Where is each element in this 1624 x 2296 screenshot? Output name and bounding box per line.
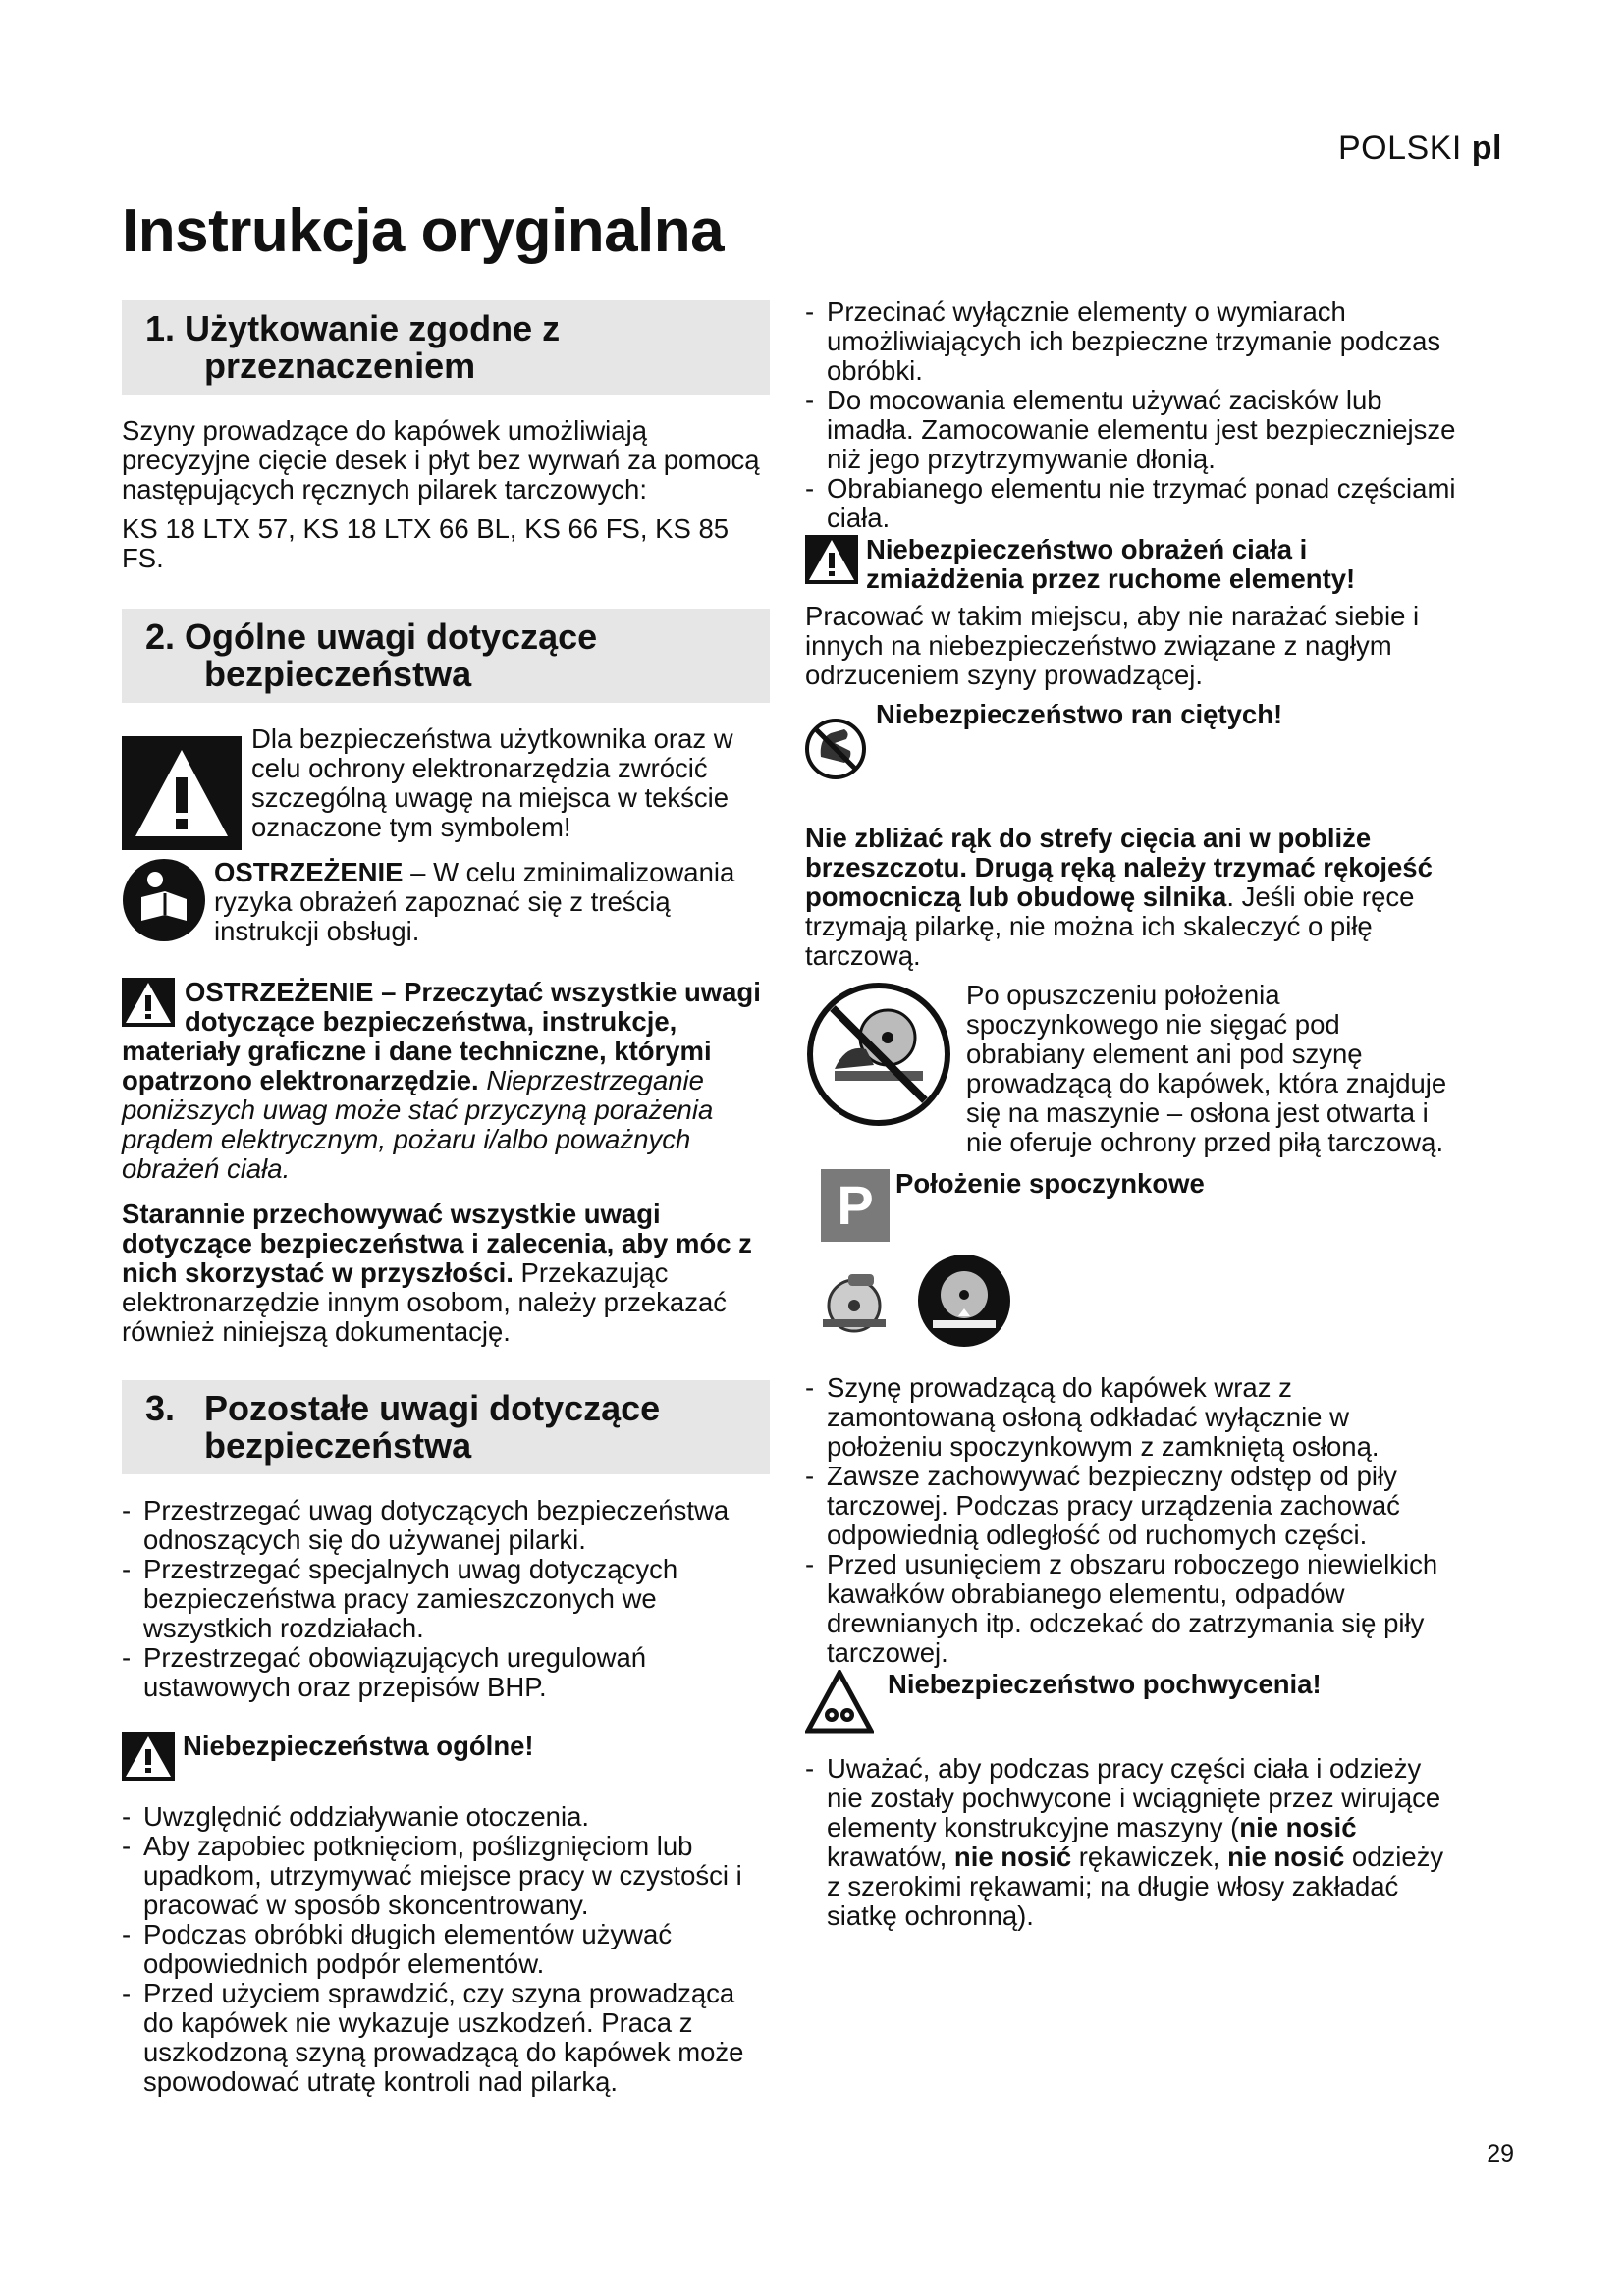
entanglement-list (805, 1754, 1463, 1931)
entangle-bold-3: nie nosić (1227, 1842, 1345, 1872)
cut-hazard-text (805, 824, 1463, 971)
list-item: - Przestrzegać specjalnych uwag dotyczących bezpieczeństwa pracy zamieszczonych we wszystkich rozdziałach. (122, 1554, 678, 1643)
read-manual-text (214, 858, 770, 948)
cut-hazard-label: Niebezpieczeństwo ran ciętych! (876, 699, 1283, 729)
list-item-text: Szynę prowadzącą do kapówek wraz z zamontowaną osłoną odkładać wyłącznie w położeniu spoczynkowym z zamkniętą osłoną. (827, 1372, 1380, 1462)
entanglement-hazard-label: Niebezpieczeństwo pochwycenia! (888, 1669, 1322, 1699)
handling-list (805, 297, 1463, 533)
entanglement-warning-icon (805, 1670, 874, 1740)
crush-hazard (805, 535, 1463, 594)
small-warning-icon (805, 535, 858, 590)
general-hazard (122, 1732, 770, 1787)
rest-position-text: Po opuszczeniu położenia spoczynkowego nie sięgać pod obrabiany element ani pod szynę prowadzącą do kapówek, która znajduje się na maszynie – osłona jest otwarta i nie oferuje ochrony przed piłą tarczową. (966, 980, 1447, 1157)
list-item-text: Obrabianego elementu nie trzymać ponad częściami ciała. (827, 473, 1456, 533)
parking-icon (821, 1169, 890, 1242)
keep-instructions-text: Przekazując elektronarzędzie innym osobom, należy przekazać również niniejszą dokumentację. (122, 1257, 727, 1347)
list-item: - Przed użyciem sprawdzić, czy szyna prowadząca do kapówek nie wykazuje uszkodzeń. Praca z uszkodzoną szyną prowadzącą do kapówek może spowodować utratę kontroli nad pilarką. (122, 1978, 744, 2097)
list-item: - Do mocowania elementu używać zacisków lub imadła. Zamocowanie elementu jest bezpieczniejsze niż jego przytrzymywanie dłonią. (805, 385, 1456, 474)
warning-2-italic: Nieprzestrzeganie poniższych uwag może stać przyczyną porażenia prądem elektrycznym, pożaru i/albo poważnych obrażeń ciała. (122, 1065, 714, 1184)
cut-hazard-rest: . Jeśli obie ręce trzymają pilarkę, nie można ich skaleczyć o piłę tarczową. (805, 881, 1415, 971)
entangle-part-a: Uważać, aby podczas pracy części ciała i odzieży nie zostały pochwycone i wciągnięte przez wirujące elementy konstrukcyjne maszyny ( (827, 1753, 1441, 1842)
keep-instructions-bold: Starannie przechowywać wszystkie uwagi dotyczące bezpieczeństwa i zalecenia, aby móc z nich skorzystać w przyszłości. (122, 1199, 752, 1288)
read-manual-icon (122, 858, 206, 948)
entangle-part-e: odzieży z szerokimi rękawami; na długie włosy zakładać siatkę ochronną). (827, 1842, 1444, 1931)
language-label (1338, 130, 1502, 168)
read-all-warning (122, 978, 770, 1184)
page-number: 29 (1487, 2140, 1514, 2167)
rest-position-illustrations (815, 1252, 1463, 1356)
list-item-text: Przestrzegać obowiązujących uregulowań ustawowych oraz przepisów BHP. (143, 1642, 647, 1702)
section-1-title-a: Użytkowanie zgodne z (185, 308, 561, 348)
warning-2-bold: OSTRZEŻENIE – Przeczytać wszystkie uwagi dotyczące bezpieczeństwa, instrukcje, materiały graficzne i dane techniczne, którymi opatrzono elektronarzędzie. (122, 977, 761, 1095)
entangle-part-d: rękawiczek, (1071, 1842, 1228, 1872)
parking-letter: P (821, 1169, 890, 1242)
list-item-text: Przed użyciem sprawdzić, czy szyna prowadząca do kapówek nie wykazuje uszkodzeń. Praca z uszkodzoną szyną prowadzącą do kapówek może spowodować utratę kontroli nad pilarką. (143, 1978, 744, 2097)
list-item-text: Przed usunięciem z obszaru roboczego niewielkich kawałków obrabianego elementu, odpadów drewnianych itp. odczekać do zatrzymania się piły tarczowej. (827, 1549, 1438, 1668)
section-2-number: 2. (145, 616, 176, 657)
list-item: - Przestrzegać uwag dotyczących bezpieczeństwa odnoszących się do używanej pilarki. (122, 1495, 730, 1555)
section-2-heading (122, 609, 770, 703)
warning-triangle-icon (122, 736, 242, 850)
list-item-text: Zawsze zachowywać bezpieczny odstęp od piły tarczowej. Podczas pracy urządzenia zachować odpowiednią odległość od ruchomych części. (827, 1461, 1400, 1550)
symbol-note-text: Dla bezpieczeństwa użytkownika oraz w celu ochrony elektronarzędzia zwrócić szczególną uwagę na miejsca w tekście oznaczone tym symbolem! (251, 723, 733, 842)
cut-hazard-bold: Nie zbliżać rąk do strefy cięcia ani w pobliże brzeszczotu. Drugą ręką należy trzymać rękojeść pomocniczą lub obudowę silnika (805, 823, 1433, 912)
section-3-title-b: bezpieczeństwa (204, 1425, 472, 1466)
entangle-part-c: krawatów, (827, 1842, 954, 1872)
list-item: - Obrabianego elementu nie trzymać ponad częściami ciała. (805, 473, 1456, 533)
section-3-heading (122, 1380, 770, 1474)
entangle-bold-1: nie nosić (1239, 1812, 1357, 1842)
warning-1-label: OSTRZEŻENIE (214, 857, 404, 887)
section-1-title-b: przeznaczeniem (204, 346, 476, 386)
section-2-title-b: bezpieczeństwa (204, 654, 472, 694)
rest-position (805, 1169, 1463, 1242)
small-warning-icon (122, 978, 175, 1033)
read-manual-warning (122, 858, 770, 948)
crush-hazard-text: Pracować w takim miejscu, aby nie narażać siebie i innych na niebezpieczeństwo związane z nagłym odrzuceniem szyny prowadzącej. (805, 601, 1420, 690)
general-hazard-list (122, 1802, 770, 2097)
language-name: POLSKI (1337, 130, 1462, 167)
right-column (805, 297, 1463, 1931)
list-item-text: Przecinać wyłącznie elementy o wymiarach umożliwiających ich bezpieczne trzymanie podczas obróbki. (827, 296, 1441, 386)
list-item-text: Do mocowania elementu używać zacisków lub imadła. Zamocowanie elementu jest bezpieczniejsze niż jego przytrzymywanie dłonią. (827, 385, 1456, 474)
section-1-heading (122, 300, 770, 395)
no-hands-icon (805, 700, 866, 804)
cut-hazard (805, 700, 1463, 804)
list-item-text: Przestrzegać specjalnych uwag dotyczących bezpieczeństwa pracy zamieszczonych we wszystkich rozdziałach. (143, 1554, 678, 1643)
list-item-text: Przestrzegać uwag dotyczących bezpieczeństwa odnoszących się do używanej pilarki. (143, 1495, 730, 1555)
crush-hazard-label: Niebezpieczeństwo obrażeń ciała i zmiażdżenia przez ruchome elementy! (866, 534, 1356, 594)
language-code: pl (1471, 130, 1502, 167)
list-item: - Przed usunięciem z obszaru roboczego niewielkich kawałków obrabianego elementu, odpadów drewnianych itp. odczekać do zatrzymania się piły tarczowej. (805, 1549, 1438, 1668)
section-1-paragraph-1: Szyny prowadzące do kapówek umożliwiają precyzyjne cięcie desek i płyt bez wyrwań za pomocą następujących ręcznych pilarek tarczowych: (122, 415, 760, 505)
list-item: - Szynę prowadzącą do kapówek wraz z zamontowaną osłoną odkładać wyłącznie w położeniu spoczynkowym z zamkniętą osłoną. (805, 1372, 1380, 1462)
keep-instructions (122, 1200, 770, 1347)
entanglement-text (827, 1753, 1443, 1931)
circular-saw-icon (815, 1266, 893, 1341)
rest-position-list (805, 1373, 1463, 1668)
left-column (122, 300, 770, 2097)
section-1-paragraph-2: KS 18 LTX 57, KS 18 LTX 66 BL, KS 66 FS, KS 85 FS. (122, 513, 730, 573)
list-item: - Zawsze zachowywać bezpieczny odstęp od piły tarczowej. Podczas pracy urządzenia zachować odpowiednią odległość od ruchomych części. (805, 1461, 1400, 1550)
guard-closed-icon (915, 1252, 1013, 1356)
page-title: Instrukcja oryginalna (122, 197, 725, 265)
list-item-text: Uwzględnić oddziaływanie otoczenia. (143, 1801, 590, 1832)
entangle-bold-2: nie nosić (953, 1842, 1072, 1872)
no-reach-under-icon (805, 981, 952, 1134)
section-3-number: 3. (145, 1388, 176, 1428)
rest-position-label: Położenie spoczynkowe (895, 1168, 1205, 1199)
rest-position-warning (805, 981, 1463, 1157)
list-item: - Uwzględnić oddziaływanie otoczenia. (122, 1801, 590, 1832)
section-2-title-a: Ogólne uwagi dotyczące (185, 616, 598, 657)
section-3-list (122, 1496, 770, 1702)
list-item-text: Aby zapobiec potknięciom, poślizgnięciom lub upadkom, utrzymywać miejsce pracy w czystości i pracować w sposób skoncentrowany. (143, 1831, 742, 1920)
list-item: - Podczas obróbki długich elementów używać odpowiednich podpór elementów. (122, 1919, 673, 1979)
small-warning-icon (122, 1732, 175, 1787)
symbol-note (122, 724, 770, 850)
list-item: - Uważać, aby podczas pracy części ciała i odzieży nie zostały pochwycone i wciągnięte przez wirujące elementy konstrukcyjne maszyny (nie nosić krawatów, nie nosić rękawiczek, nie nosić odzieży z szerokimi rękawami; na długie włosy zakładać siatkę ochronną). (805, 1753, 1444, 1931)
list-item: - Aby zapobiec potknięciom, poślizgnięciom lub upadkom, utrzymywać miejsce pracy w czystości i pracować w sposób skoncentrowany. (122, 1831, 742, 1920)
list-item-text: Podczas obróbki długich elementów używać odpowiednich podpór elementów. (143, 1919, 673, 1979)
list-item: - Przestrzegać obowiązujących uregulowań ustawowych oraz przepisów BHP. (122, 1642, 647, 1702)
entanglement-hazard (805, 1670, 1463, 1740)
section-3-title-a: Pozostałe uwagi dotyczące (204, 1388, 661, 1428)
section-1-number: 1. (145, 308, 176, 348)
general-hazard-label: Niebezpieczeństwa ogólne! (183, 1731, 534, 1761)
warning-1-text: – W celu zminimalizowania ryzyka obrażeń zapoznać się z treścią instrukcji obsługi. (214, 857, 735, 946)
list-item: - Przecinać wyłącznie elementy o wymiarach umożliwiających ich bezpieczne trzymanie podczas obróbki. (805, 296, 1441, 386)
